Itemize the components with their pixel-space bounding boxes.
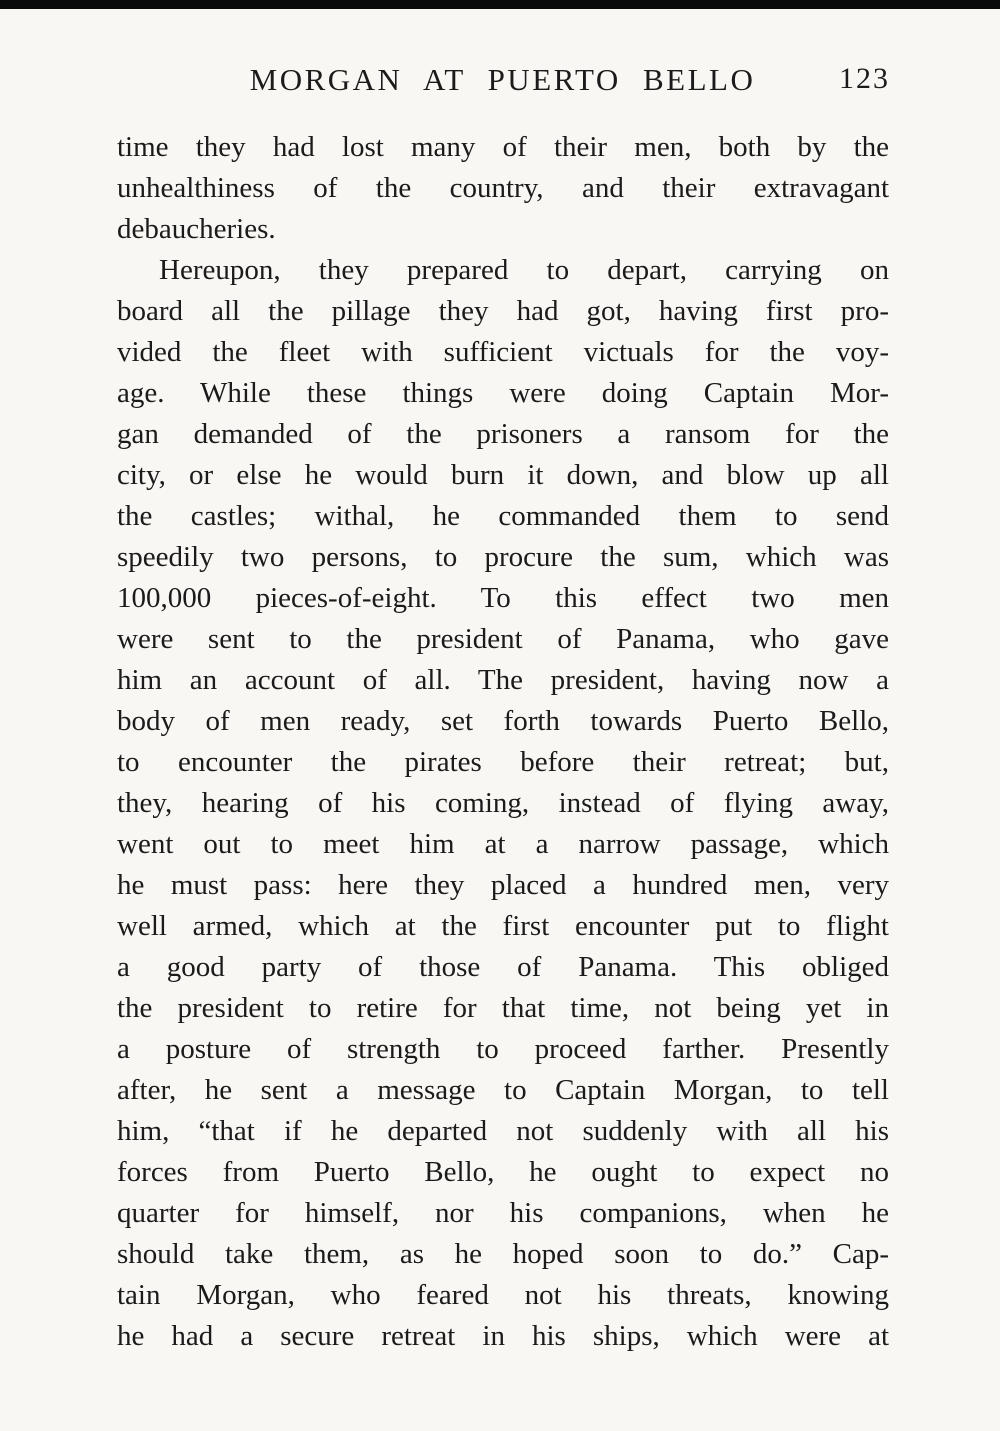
text-line: speedily two persons, to procure the sum, which was	[117, 541, 889, 573]
text-line: after, he sent a message to Captain Morgan, to tell	[117, 1074, 889, 1106]
body-text	[117, 127, 889, 1357]
text-line: he had a secure retreat in his ships, which were at	[117, 1320, 889, 1352]
page-number: 123	[839, 62, 890, 95]
text-line: him, “that if he departed not suddenly with all his	[117, 1115, 889, 1147]
text-line: the president to retire for that time, not being yet in	[117, 992, 889, 1024]
text-line: vided the fleet with sufficient victuals for the voy-	[117, 336, 889, 368]
text-line: he must pass: here they placed a hundred men, very	[117, 869, 889, 901]
text-line: quarter for himself, nor his companions, when he	[117, 1197, 889, 1229]
text-line: him an account of all. The president, having now a	[117, 664, 889, 696]
text-line: tain Morgan, who feared not his threats, knowing	[117, 1279, 889, 1311]
text-line: to encounter the pirates before their retreat; but,	[117, 746, 889, 778]
text-line: a posture of strength to proceed farther. Presently	[117, 1033, 889, 1065]
text-line: unhealthiness of the country, and their extravagant	[117, 172, 889, 204]
text-line: 100,000 pieces-of-eight. To this effect two men	[117, 582, 889, 614]
text-line: a good party of those of Panama. This obliged	[117, 951, 889, 983]
text-line: gan demanded of the prisoners a ransom for the	[117, 418, 889, 450]
text-line: time they had lost many of their men, both by the	[117, 131, 889, 163]
text-line: debaucheries.	[117, 213, 276, 245]
text-line: age. While these things were doing Captain Mor-	[117, 377, 889, 409]
scan-edge-artifact	[0, 0, 1000, 9]
text-line: well armed, which at the first encounter put to flight	[117, 910, 889, 942]
page-header	[115, 62, 890, 102]
text-line: body of men ready, set forth towards Puerto Bello,	[117, 705, 889, 737]
text-line: should take them, as he hoped soon to do.” Cap-	[117, 1238, 889, 1270]
text-line: the castles; withal, he commanded them to send	[117, 500, 889, 532]
text-line: city, or else he would burn it down, and blow up all	[117, 459, 889, 491]
text-line: board all the pillage they had got, having first pro-	[117, 295, 889, 327]
text-line: forces from Puerto Bello, he ought to expect no	[117, 1156, 889, 1188]
text-line: went out to meet him at a narrow passage, which	[117, 828, 889, 860]
text-line: Hereupon, they prepared to depart, carrying on	[159, 254, 889, 286]
running-head-title: MORGAN AT PUERTO BELLO	[249, 62, 756, 97]
text-line: were sent to the president of Panama, who gave	[117, 623, 889, 655]
text-line: they, hearing of his coming, instead of flying away,	[117, 787, 889, 819]
